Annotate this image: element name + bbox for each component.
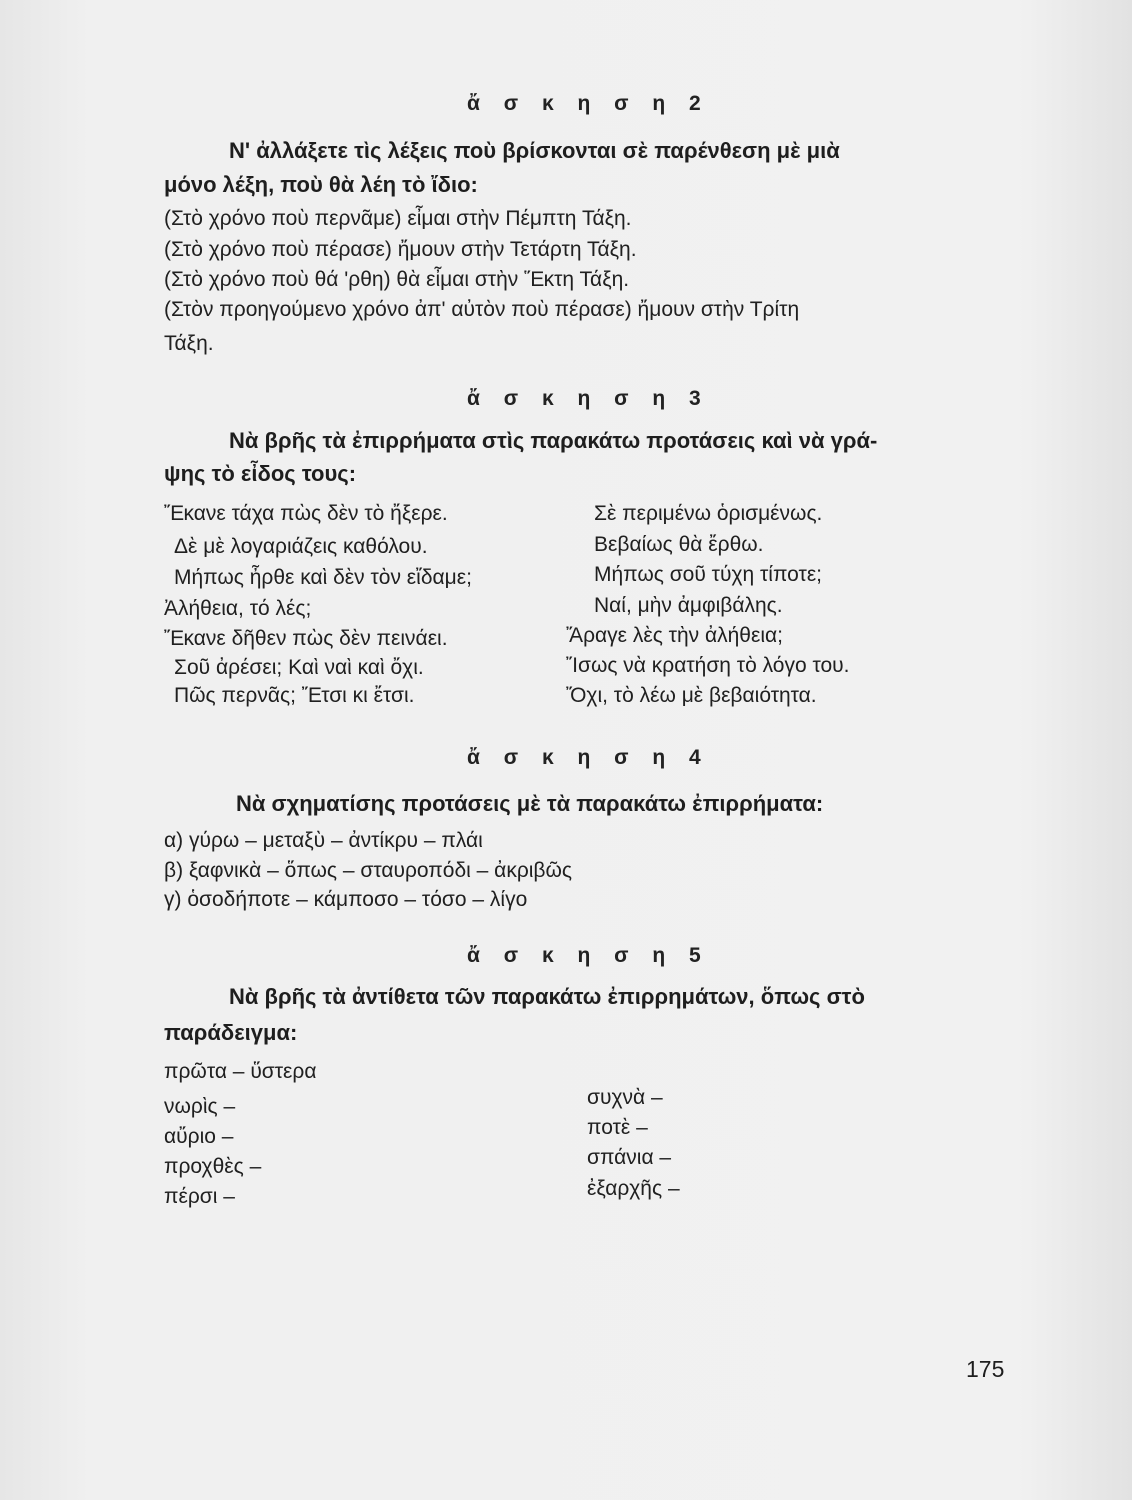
- exercise-5-left-item-3: αὔριο –: [164, 1125, 234, 1148]
- exercise-3-left-sentence-3: Μήπως ἦρθε καὶ δὲν τὸν εἴδαμε;: [174, 566, 472, 589]
- exercise-5-instruction-line-1: Νὰ βρῆς τὰ ἀντίθετα τῶν παρακάτω ἐπιρρημάτων, ὅπως στὸ: [229, 984, 865, 1009]
- exercise-5-right-item-1: συχνὰ –: [587, 1086, 663, 1109]
- exercise-5-instruction-line-2: παράδειγμα:: [164, 1020, 298, 1045]
- exercise-3-right-sentence-1: Σὲ περιμένω ὁρισμένως.: [594, 502, 823, 525]
- exercise-4-line-b: β) ξαφνικὰ – ὅπως – σταυροπόδι – ἀκριβῶς: [164, 859, 573, 882]
- exercise-2-sentence-4-continued: Τάξη.: [164, 332, 214, 355]
- exercise-3-right-sentence-3: Μήπως σοῦ τύχη τίποτε;: [594, 563, 823, 586]
- exercise-3-left-sentence-7: Πῶς περνᾶς; Ἔτσι κι ἔτσι.: [174, 684, 415, 707]
- exercise-4-instruction: Νὰ σχηματίσης προτάσεις μὲ τὰ παρακάτω ἐπιρρήματα:: [236, 791, 824, 816]
- page-number: 175: [966, 1356, 1005, 1382]
- exercise-2-instruction-line-1: Ν' ἀλλάξετε τὶς λέξεις ποὺ βρίσκονται σὲ παρένθεση μὲ μιὰ: [229, 138, 840, 163]
- exercise-4-heading: ἄ σ κ η σ η 4: [467, 746, 710, 769]
- exercise-2-instruction-line-2: μόνο λέξη, ποὺ θὰ λέη τὸ ἴδιο:: [164, 172, 478, 197]
- exercise-3-left-sentence-4: Ἀλήθεια, τό λές;: [164, 597, 312, 620]
- exercise-3-left-sentence-5: Ἔκανε δῆθεν πὼς δὲν πεινάει.: [164, 627, 448, 650]
- exercise-5-left-item-1: πρῶτα – ὕστερα: [164, 1060, 317, 1083]
- exercise-3-right-sentence-2: Βεβαίως θὰ ἔρθω.: [594, 533, 764, 556]
- exercise-5-left-item-2: νωρὶς –: [164, 1095, 236, 1118]
- exercise-2-sentence-3: (Στὸ χρόνο ποὺ θά 'ρθη) θὰ εἶμαι στὴν Ἕκτη Τάξη.: [164, 268, 630, 291]
- exercise-3-heading: ἄ σ κ η σ η 3: [467, 387, 710, 410]
- exercise-4-line-a: α) γύρω – μεταξὺ – ἀντίκρυ – πλάι: [164, 829, 483, 852]
- exercise-3-left-sentence-2: Δὲ μὲ λογαριάζεις καθόλου.: [174, 535, 428, 558]
- exercise-3-right-sentence-4: Ναί, μὴν ἀμφιβάλης.: [594, 594, 783, 617]
- exercise-5-right-item-2: ποτὲ –: [587, 1116, 648, 1139]
- exercise-3-right-sentence-6: Ἴσως νὰ κρατήση τὸ λόγο του.: [566, 654, 850, 677]
- exercise-3-right-sentence-7: Ὄχι, τὸ λέω μὲ βεβαιότητα.: [566, 684, 817, 707]
- exercise-5-left-item-5: πέρσι –: [164, 1185, 235, 1208]
- exercise-2-sentence-1: (Στὸ χρόνο ποὺ περνᾶμε) εἶμαι στὴν Πέμπτη Τάξη.: [164, 207, 632, 230]
- exercise-5-left-item-4: προχθὲς –: [164, 1155, 262, 1178]
- exercise-2-sentence-4: (Στὸν προηγούμενο χρόνο ἀπ' αὐτὸν ποὺ πέρασε) ἤμουν στὴν Τρίτη: [164, 298, 800, 321]
- exercise-5-right-item-3: σπάνια –: [587, 1146, 672, 1169]
- exercise-3-instruction-line-1: Νὰ βρῆς τὰ ἐπιρρήματα στὶς παρακάτω προτάσεις καὶ νὰ γρά-: [229, 428, 878, 453]
- exercise-5-right-item-4: ἐξαρχῆς –: [587, 1177, 680, 1200]
- exercise-5-heading: ἄ σ κ η σ η 5: [467, 944, 710, 967]
- exercise-2-heading: ἄ σ κ η σ η 2: [467, 92, 710, 115]
- exercise-4-line-c: γ) ὁσοδήποτε – κάμποσο – τόσο – λίγο: [164, 888, 528, 911]
- exercise-2-sentence-2: (Στὸ χρόνο ποὺ πέρασε) ἤμουν στὴν Τετάρτη Τάξη.: [164, 238, 637, 261]
- exercise-3-right-sentence-5: Ἄραγε λὲς τὴν ἀλήθεια;: [566, 624, 783, 647]
- exercise-3-left-sentence-6: Σοῦ ἀρέσει; Καὶ ναὶ καὶ ὄχι.: [174, 656, 424, 679]
- exercise-3-left-sentence-1: Ἔκανε τάχα πὼς δὲν τὸ ἤξερε.: [164, 502, 448, 525]
- exercise-3-instruction-line-2: ψης τὸ εἶδος τους:: [164, 461, 357, 486]
